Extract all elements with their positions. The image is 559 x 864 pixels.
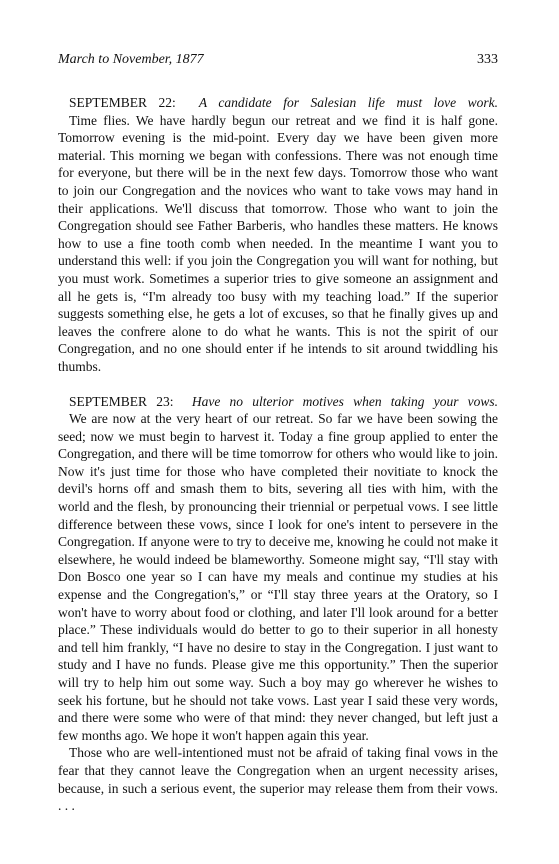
running-head <box>58 52 498 70</box>
entry-heading <box>58 94 498 112</box>
entry-date: SEPTEMBER 22: <box>69 95 176 110</box>
page-number: 333 <box>477 52 498 67</box>
body-paragraph: Time flies. We have hardly begun our retreat and we find it is half gone. Tomorrow evening is the mid-point. Every day we have been given more material. This morning we began with confessions. There was not enough time for everyone, but there will be in the next few days. Tomorrow those who want to join our Congregation and the novices who want to take vows may hand in their applications. We'll discuss that tomorrow. Those who want to join the Congregation should see Father Barberis, who handles these matters. He knows how to use a fine tooth comb when needed. In the meantime I want you to understand this well: if you join the Congregation you will want for nothing, but you must work. Sometimes a superior tries to give someone an assignment and all he gets is, “I'm already too busy with my teaching load.” If the superior suggests something else, he gets a lot of excuses, so that he finally gives up and leaves the confrere alone to do what he wants. This is not the spirit of our Congregation, and no one should enter if he intends to sit around twiddling his thumbs. <box>58 112 498 374</box>
section-september-22 <box>58 94 498 376</box>
section-september-23 <box>58 393 498 815</box>
running-head-title: March to November, 1877 <box>58 52 204 67</box>
entry-date: SEPTEMBER 23: <box>69 393 174 409</box>
book-page <box>58 52 498 815</box>
entry-heading-text: Have no ulterior motives when taking your vows. <box>191 393 499 409</box>
entry-heading <box>58 393 498 411</box>
entry-heading-text: A candidate for Salesian life must love work. <box>198 95 498 110</box>
body-paragraph: Those who are well-intentioned must not be afraid of taking final vows in the fear that they cannot leave the Congregation when an urgent necessity arises, because, in such a serious event, the superior may release them from their vows. . . . <box>58 745 498 814</box>
body-paragraph: We are now at the very heart of our retreat. So far we have been sowing the seed; now we must begin to harvest it. Today a fine group applied to enter the Congregation, and there will be time tomorrow for others who would like to join. Now it's just time for those who have completed their novitiate to knock the devil's horns off and smash them to bits, severing all ties with him, with the world and the flesh, by pronouncing their triennial or perpetual vows. I see little difference between these vows, since I look for one's intent to persevere in the Congregation. If anyone were to try to deceive me, knowing he could not make it elsewhere, he would indeed be blameworthy. Someone might say, “I'll stay with Don Bosco one year so I can have my meals and continue my studies at his expense and the Congregation's,” or “I'll stay three years at the Oratory, so I won't have to worry about food or clothing, and later I'll look around for a better place.” These individuals would do better to go to their superior in all honesty and tell him frankly, “I have no desire to stay in the Congregation. I just want to study and I have no funds. Please give me this opportunity.” Then the superior will try to help him out some way. Such a boy may go wherever he wishes to seek his fortune, but he should not take vows. Last year I said these very words, and there were some who were of that mind: they never changed, but left just a few months ago. We hope it won't happen again this year. <box>58 411 498 743</box>
section-divider <box>58 376 498 393</box>
